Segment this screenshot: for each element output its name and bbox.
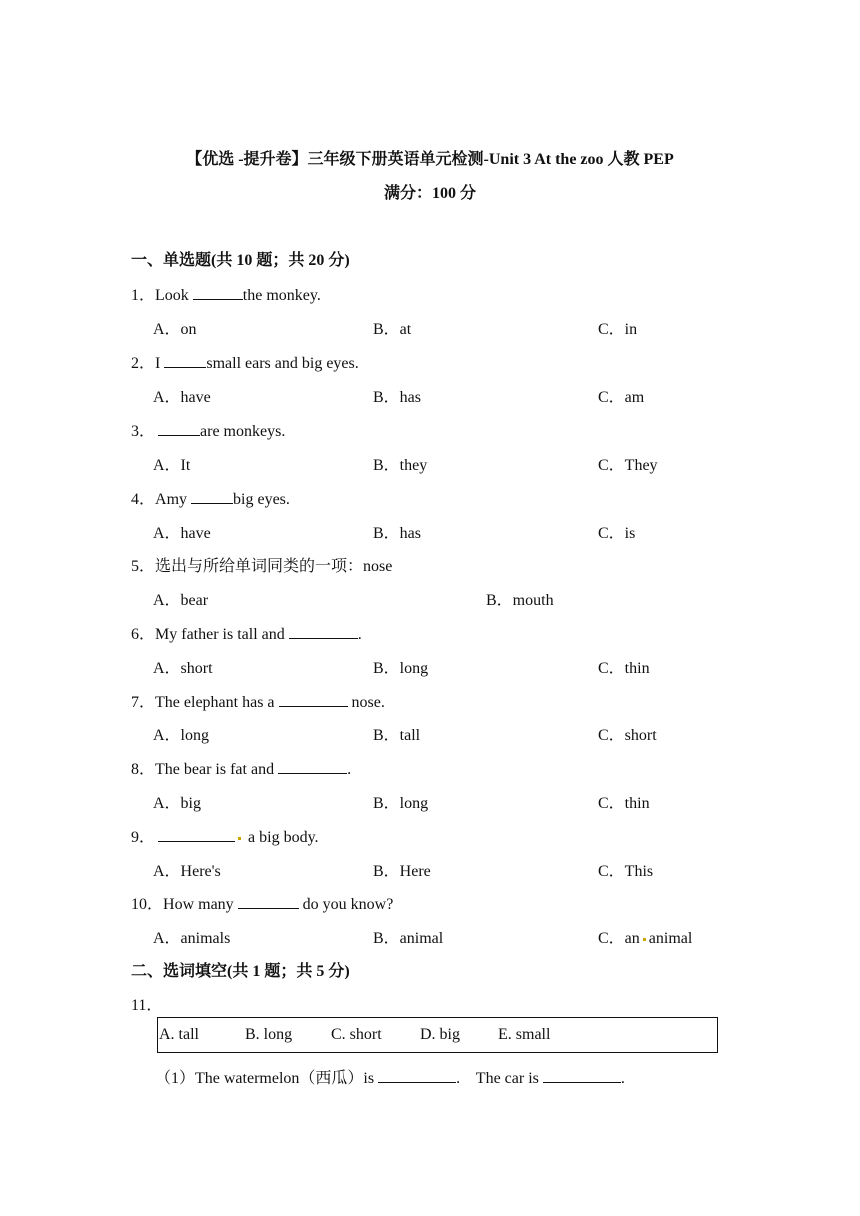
question-10: 10．How many do you know? xyxy=(131,896,394,913)
word-bank-item: A. tall xyxy=(159,1026,199,1043)
option-c[interactable]: C．thin xyxy=(598,660,650,677)
option-a[interactable]: A．on xyxy=(153,321,197,338)
question-5: 5．选出与所给单词同类的一项：nose xyxy=(131,558,393,575)
option-a[interactable]: A．bear xyxy=(153,592,209,609)
full-score: 满分：100 分 xyxy=(383,185,476,202)
answer-blank[interactable] xyxy=(158,827,235,842)
option-c[interactable]: C．This xyxy=(598,863,654,880)
option-b[interactable]: B．animal xyxy=(373,930,444,947)
answer-blank[interactable] xyxy=(193,285,243,300)
option-b[interactable]: B．Here xyxy=(373,863,431,880)
option-b[interactable]: B．they xyxy=(373,457,428,474)
question-4: 4．Amy big eyes. xyxy=(131,491,290,508)
option-a[interactable]: A．big xyxy=(153,795,202,812)
question-number: 8． xyxy=(131,761,156,778)
word-bank-item: E. small xyxy=(498,1026,551,1043)
question-1: 1．Look the monkey. xyxy=(131,287,321,304)
mark-dot xyxy=(643,938,646,941)
option-a[interactable]: A．short xyxy=(153,660,213,677)
question-2: 2．I small ears and big eyes. xyxy=(131,355,359,372)
option-c[interactable]: C．thin xyxy=(598,795,650,812)
answer-blank[interactable] xyxy=(543,1068,621,1083)
option-a[interactable]: A．have xyxy=(153,389,211,406)
option-c[interactable]: C．am xyxy=(598,389,645,406)
mark-dot xyxy=(238,837,241,840)
word-bank-item: D. big xyxy=(420,1026,460,1043)
sub-question-1: （1）The watermelon（西瓜）is . The car is . xyxy=(155,1070,625,1087)
question-6: 6．My father is tall and . xyxy=(131,626,362,643)
option-b[interactable]: B．at xyxy=(373,321,412,338)
answer-blank[interactable] xyxy=(238,894,299,909)
answer-blank[interactable] xyxy=(278,759,347,774)
option-b[interactable]: B．has xyxy=(373,389,422,406)
option-c[interactable]: C．an animal xyxy=(598,930,693,947)
word-bank-box xyxy=(157,1017,718,1053)
question-11: 11． xyxy=(131,997,163,1014)
option-c[interactable]: C．They xyxy=(598,457,658,474)
answer-blank[interactable] xyxy=(289,624,358,639)
option-b[interactable]: B．mouth xyxy=(486,592,554,609)
answer-blank[interactable] xyxy=(279,692,348,707)
question-8: 8．The bear is fat and . xyxy=(131,761,352,778)
option-c[interactable]: C．in xyxy=(598,321,638,338)
option-a[interactable]: A．long xyxy=(153,727,210,744)
option-a[interactable]: A．animals xyxy=(153,930,231,947)
option-a[interactable]: A．It xyxy=(153,457,191,474)
question-number: 10． xyxy=(131,896,164,913)
question-3: 3． are monkeys. xyxy=(131,423,286,440)
answer-blank[interactable] xyxy=(378,1068,456,1083)
question-number: 9． xyxy=(131,829,156,846)
option-b[interactable]: B．long xyxy=(373,660,429,677)
word-bank-item: B. long xyxy=(245,1026,293,1043)
option-c[interactable]: C．short xyxy=(598,727,657,744)
question-number: 7． xyxy=(131,694,156,711)
question-number: 5． xyxy=(131,558,156,575)
option-c[interactable]: C．is xyxy=(598,525,636,542)
question-number: 1． xyxy=(131,287,156,304)
question-number: 2． xyxy=(131,355,156,372)
section-heading-single-choice: 一、单选题(共 10 题；共 20 分) xyxy=(131,252,350,269)
question-number: 3． xyxy=(131,423,156,440)
answer-blank[interactable] xyxy=(191,489,233,504)
option-a[interactable]: A．Here's xyxy=(153,863,221,880)
document-title: 【优选 -提升卷】三年级下册英语单元检测-Unit 3 At the zoo 人教 PEP xyxy=(186,151,674,168)
question-9: 9． a big body. xyxy=(131,829,319,846)
question-number: 6． xyxy=(131,626,156,643)
option-b[interactable]: B．tall xyxy=(373,727,421,744)
question-7: 7．The elephant has a nose. xyxy=(131,694,385,711)
answer-blank[interactable] xyxy=(164,353,206,368)
section-heading-fill-in: 二、选词填空(共 1 题；共 5 分) xyxy=(131,963,350,980)
option-b[interactable]: B．has xyxy=(373,525,422,542)
option-b[interactable]: B．long xyxy=(373,795,429,812)
answer-blank[interactable] xyxy=(158,421,200,436)
option-a[interactable]: A．have xyxy=(153,525,211,542)
word-bank-item: C. short xyxy=(331,1026,382,1043)
question-number: 4． xyxy=(131,491,156,508)
